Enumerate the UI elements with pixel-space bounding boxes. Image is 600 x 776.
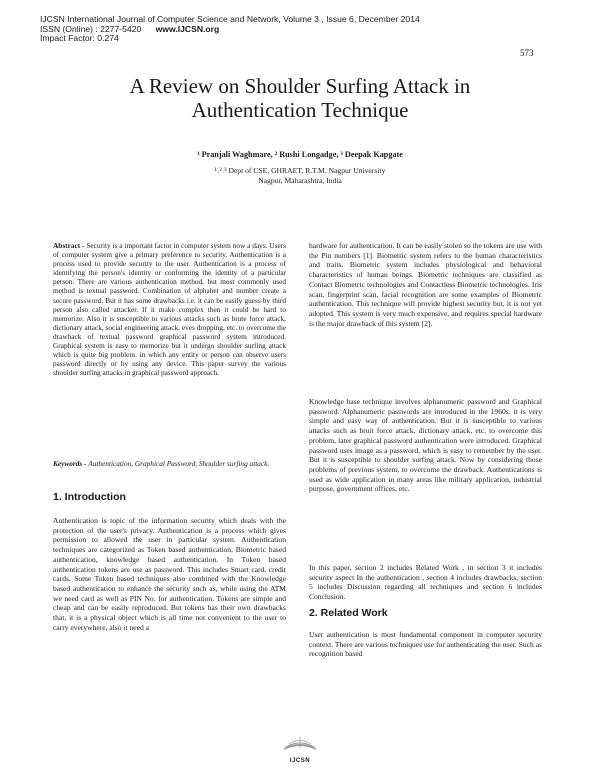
footer-logo: [270, 733, 330, 769]
abstract-text: Security is a important factor in computer system now a days. Users of computer system give a primary preference to security. Authentication is a process used to provide security to the user. Authentication is a process of identifying the person's identity or conforming the identity of a particular person. There are various authentication method, but most commonly used method is textual password. Combination of alphabet and number create a secure password. But it has some drawbacks i.e. it can be easily guess by third person also called attacker. If it make complex then it could be hard to memorize. Also it is susceptible to various attacks such as brute force attack, dictionary attack, social engineering attack, eves dropping, etc. to overcome the drawback of textual password graphical password system introduced. Graphical system is easy to memorize but it undergo shoulder surfing attack which is quite big problem. in which any entity or person can observe users password directly or by using any device. This paper survey the various shoulder surfing attacks in graphical password approach.: [53, 241, 286, 378]
section-2-heading: 2. Related Work: [309, 607, 388, 619]
journal-line: IJCSN International Journal of Computer Science and Network, Volume 3 , Issue 6, December 2014: [40, 14, 420, 24]
paper-title: [40, 74, 560, 122]
abstract-label: Abstract -: [53, 241, 85, 250]
abstract: [53, 241, 286, 377]
journal-site: www.IJCSN.org: [155, 23, 220, 34]
footer-logo-text: IJCSN: [289, 758, 311, 764]
introduction-text: Authentication is topic of the information security which deals with the protection of the user's privacy. Authentication is a process which gives permission to allowed the user in particular system. Authentication techniques are categorized as Token based authentication, Biometric based authentication, knowledge based authentication. In Token based authentication tokens are use as password. This includes Smart card, credit cards. Some Token based techniques also combined with the Knowledge based authentication to enhance the security such as, while using the ATM we need card as well as PIN No. for authentication. Tokens are simple and cheap and can be easily reproduced. But tokens has their own drawbacks that, it is a physical object which is all time not convenient to the user to carry everywhere, also it need a: [53, 516, 286, 632]
right-paragraph-1: hardware for authentication. It can be easily stolen so the tokens are use with the Pin numbers [1]. Biometric system refers to the human characteristics and traits. Biometric system includes physiological and behavioral characteristics of human beings. Biometric techniques are classified as Contact Biometric technologies and Contactless Biometric technologies. Iris scan, fingerprint scan, facial recognition are some examples of Biometric authentication. This technique will provide highest security but, it is not yet adopted. This system is very much expensive, and requires special hardware is the major drawback of this system [2].: [309, 241, 542, 328]
section-1-heading: 1. Introduction: [53, 491, 126, 503]
keywords: [53, 459, 286, 468]
journal-header: [40, 15, 420, 44]
affiliation-line-1: ¹˒²˒³ Dept of CSE, GHRAET, R.T.M. Nagpur University: [214, 166, 386, 175]
impact-factor: Impact Factor: 0.274: [40, 33, 119, 44]
right-paragraph-3: In this paper, section 2 includes Related Work , in section 3 it includes security aspect In the authentication , section 4 includes drawbacks, section 5 includes Discussion regarding all techniques and section 6 includes Conclusion.: [309, 563, 542, 602]
issn-text: ISSN (Online) : 2277-5420: [40, 23, 142, 34]
right-paragraph-2: Knowledge base technique involves alphanumeric password and Graphical password. Alphanumeric passwords are introduced in the 1960s. it is very simple and easy way of authentication. But it is susceptible to various attacks such as bruit force attack, dictionary attack, etc. to overcome this problem, later graphical password authentication were introduced. Graphical password uses image as a password, which is easy to remember by the user. But it is susceptible to shoulder surfing attack. Now by considering those problems of previous system, to overcome the drawback. Authentications is used as wide application in many areas like military application, industrial purpose, government offices, etc.: [309, 397, 542, 494]
page-number: 573: [520, 48, 534, 58]
authors: ¹ Pranjali Waghmare, ² Rushi Longadge, ³ Deepak Kapgate: [197, 150, 403, 159]
keywords-text: Authentication, Graphical Password, Shoulder surfing attack.: [88, 459, 270, 468]
affiliation-line-2: Nagpur, Maharashtra, India: [258, 176, 342, 185]
book-logo-icon: [280, 733, 320, 753]
affiliation: [150, 166, 450, 186]
title-line-2: Authentication Technique: [191, 98, 409, 122]
related-work-text: User authentication is most fundamental component in computer security context. There are various techniques use for authenticating the user. Such as recognition based: [309, 630, 542, 659]
keywords-label: Keywords -: [53, 459, 87, 468]
title-line-1: A Review on Shoulder Surfing Attack in: [129, 74, 471, 98]
